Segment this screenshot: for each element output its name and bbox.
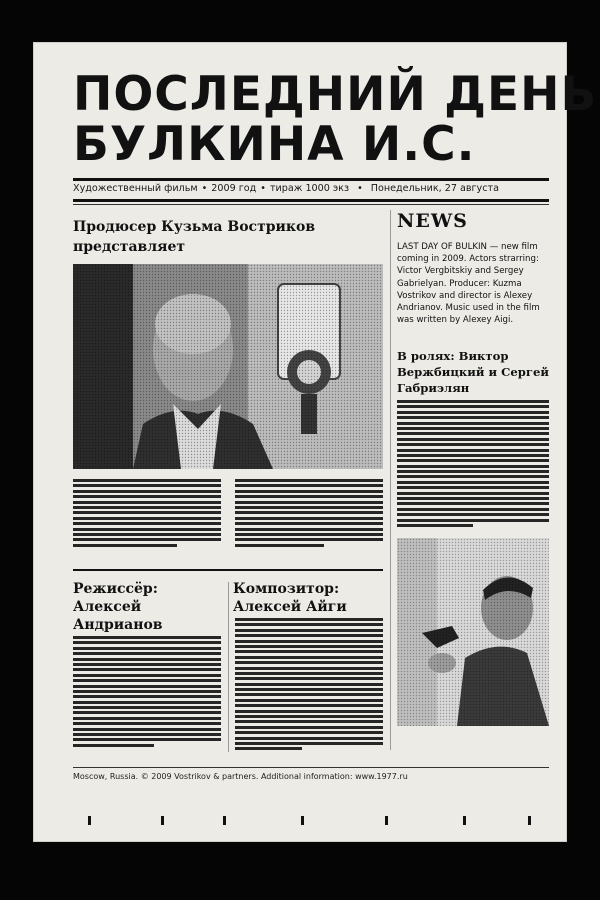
masthead bbox=[73, 67, 598, 172]
lead-photo bbox=[73, 264, 383, 469]
sidebar-divider bbox=[390, 210, 391, 750]
newspaper-page bbox=[33, 42, 598, 842]
composer-heading: Композитор: Алексей Айги bbox=[233, 581, 347, 615]
footer-text: Moscow, Russia. © 2009 Vostrikov & partners. Additional information: www.1977.ru bbox=[73, 772, 408, 781]
dateline-year: 2009 год bbox=[211, 183, 257, 194]
dateline-date: Понедельник, 27 августа bbox=[370, 183, 499, 194]
cast-photo-image bbox=[397, 538, 549, 726]
footer-rule bbox=[73, 767, 549, 768]
news-heading: NEWS bbox=[397, 210, 468, 232]
lead-headline: Продюсер Кузьма Востриков представляет bbox=[73, 219, 316, 255]
masthead-rule-top bbox=[73, 178, 549, 181]
title-line-2: БУЛКИНА И.С. bbox=[73, 117, 476, 172]
composer-article bbox=[235, 618, 383, 753]
director-heading: Режиссёр: Алексей Андрианов bbox=[73, 581, 163, 633]
dateline-circulation: тираж 1000 экз bbox=[269, 183, 350, 194]
lead-article-col1 bbox=[73, 479, 221, 549]
director-article bbox=[73, 636, 221, 749]
lead-article-col2 bbox=[235, 479, 383, 549]
masthead-rule-thin bbox=[73, 204, 549, 205]
section-divider bbox=[73, 569, 383, 571]
cast-article bbox=[397, 400, 549, 529]
news-text: LAST DAY OF BULKIN — new film coming in 2009. Actors strarring: Victor Vergbitskiy and Sergey Gabrielyan. Producer: Kuzma Vostrikov and director is Alexey Andrianov. Music used in the film was written by Alexey Aigi. bbox=[397, 242, 540, 326]
dateline: Художественный фильм • 2009 год • тираж 1000 экз • Понедельник, 27 августа bbox=[73, 183, 499, 194]
dateline-genre: Художественный фильм bbox=[73, 183, 198, 194]
lead-photo-image bbox=[73, 264, 383, 469]
column-divider bbox=[228, 582, 229, 752]
cast-photo bbox=[397, 538, 549, 726]
title-line-1: ПОСЛЕДНИЙ ДЕНЬ bbox=[73, 67, 598, 122]
masthead-rule-bottom bbox=[73, 199, 549, 202]
cast-heading: В ролях: Виктор Вержбицкий и Сергей Габриэлян bbox=[397, 349, 549, 395]
